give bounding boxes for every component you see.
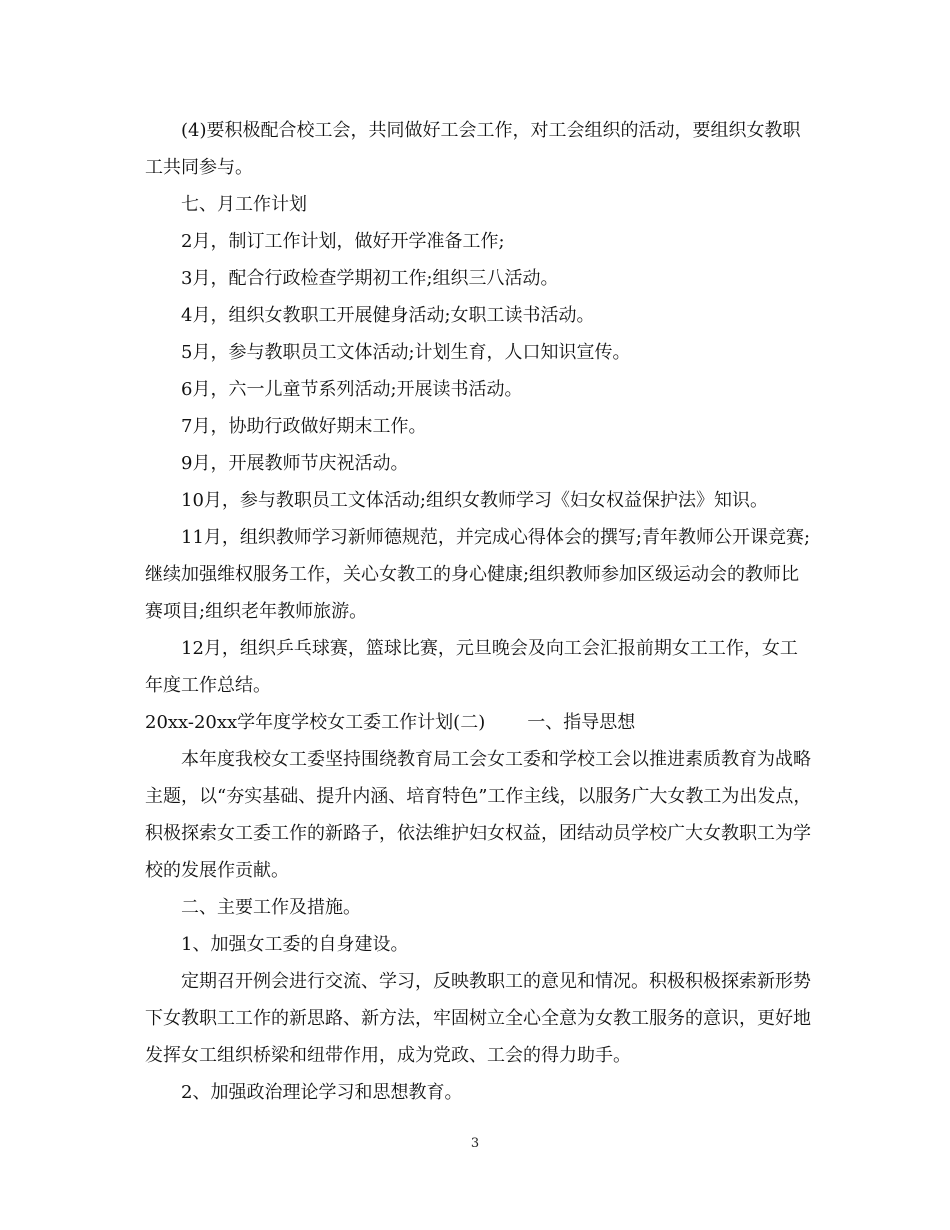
paragraph-march: 3月，配合行政检查学期初工作;组织三八活动。 bbox=[181, 268, 559, 289]
paragraph-april: 4月，组织女教职工开展健身活动;女职工读书活动。 bbox=[181, 305, 595, 326]
subheading-political-study: 2、加强政治理论学习和思想教育。 bbox=[181, 1082, 463, 1103]
paragraph-october: 10月，参与教职员工文体活动;组织女教师学习《妇女权益保护法》知识。 bbox=[181, 490, 768, 511]
paragraph-regular-meetings: 定期召开例会进行交流、学习，反映教职工的意见和情况。积极积极探索新形势下女教职工工作的新思路、新方法，牢固树立全心全意为女教工服务的意识，更好地发挥女工组织桥梁和纽带作用，成为党政、工会的得力助手。 bbox=[145, 971, 811, 1066]
paragraph-june: 6月，六一儿童节系列活动;开展读书活动。 bbox=[181, 379, 523, 400]
paragraph-september: 9月，开展教师节庆祝活动。 bbox=[181, 453, 409, 474]
paragraph-december: 12月，组织乒乓球赛，篮球比赛，元旦晚会及向工会汇报前期女工工作，女工年度工作总结。 bbox=[145, 638, 798, 696]
paragraph-union-cooperation: (4)要积极配合校工会，共同做好工会工作，对工会组织的活动，要组织女教职工共同参与。 bbox=[145, 120, 801, 178]
paragraph-july: 7月，协助行政做好期末工作。 bbox=[181, 416, 427, 437]
paragraph-may: 5月，参与教职员工文体活动;计划生育，人口知识宣传。 bbox=[181, 342, 631, 363]
document-heading-line bbox=[145, 704, 815, 741]
section-heading-main-work: 二、主要工作及措施。 bbox=[181, 897, 361, 918]
subheading-self-building: 1、加强女工委的自身建设。 bbox=[181, 934, 409, 955]
document-title: 20xx-20xx学年度学校女工委工作计划(二) bbox=[145, 712, 486, 733]
paragraph-annual-strategy: 本年度我校女工委坚持围绕教育局工会女工委和学校工会以推进素质教育为战略主题，以“夯实基础、提升内涵、培育特色”工作主线，以服务广大女教工为出发点，积极探索女工委工作的新路子，依法维护妇女权益，团结动员学校广大女教职工为学校的发展作贡献。 bbox=[145, 749, 812, 881]
page-number: 3 bbox=[470, 1136, 480, 1151]
paragraph-november: 11月，组织教师学习新师德规范，并完成心得体会的撰写;青年教师公开课竞赛;继续加强维权服务工作，关心女教工的身心健康;组织教师参加区级运动会的教师比赛项目;组织老年教师旅游。 bbox=[145, 527, 811, 622]
section-heading-monthly-plan: 七、月工作计划 bbox=[181, 194, 307, 215]
section-heading-guiding-thought: 一、指导思想 bbox=[527, 712, 636, 733]
paragraph-february: 2月，制订工作计划，做好开学准备工作; bbox=[181, 231, 505, 252]
document-body bbox=[145, 112, 815, 1111]
